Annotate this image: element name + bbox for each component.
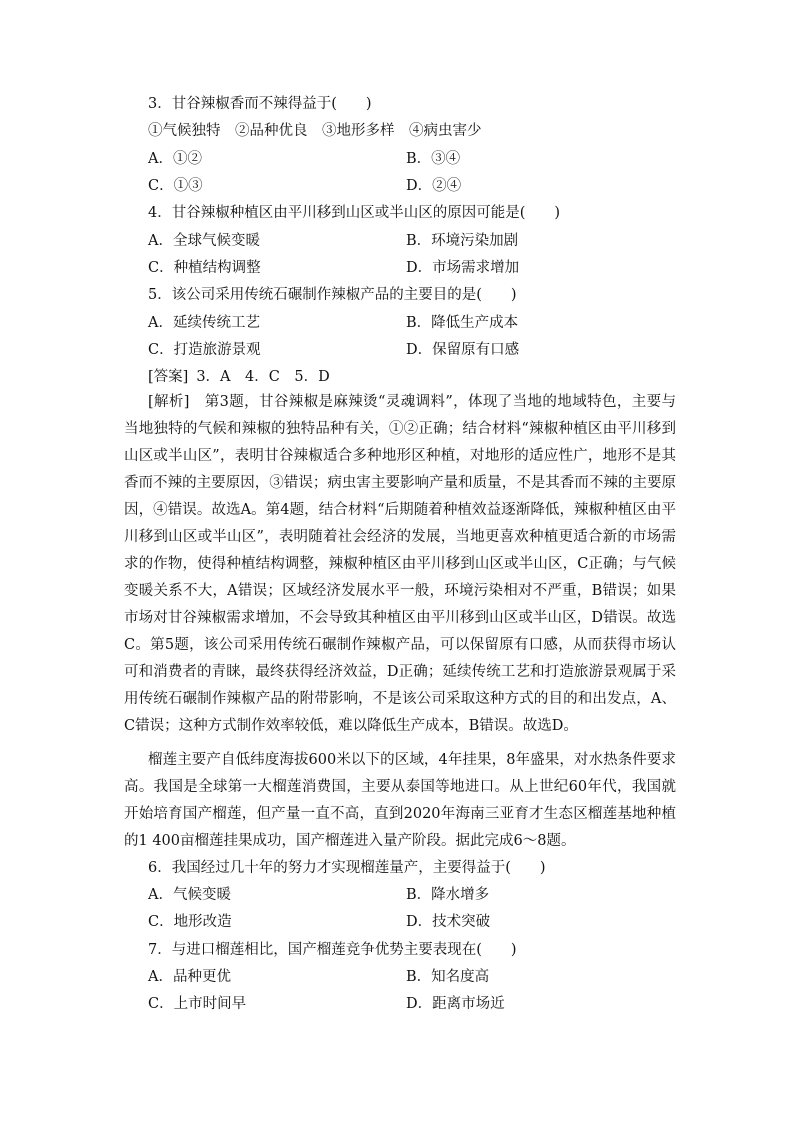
answer-tag: [答案]: [148, 369, 189, 385]
q4-option-a: A．全球气候变暖: [148, 233, 260, 249]
q6-option-c: C．地形改造: [148, 914, 232, 930]
q7-option-a: A．品种更优: [148, 969, 231, 985]
q7-option-b: B．知名度高: [406, 969, 490, 985]
q6-option-a: A．气候变暖: [148, 887, 231, 903]
q7-option-c: C．上市时间早: [148, 996, 247, 1012]
answer-line: [148, 367, 330, 387]
q4-option-b: B．环境污染加剧: [406, 233, 519, 249]
analysis-paragraph: [解析] 第3题，甘谷辣椒是麻辣烫“灵魂调料”，体现了当地的地域特色，主要与当地独特的气候和辣椒的独特品种有关，①②正确；结合材料“辣椒种植区由平川移到山区或半山区”，表明甘谷辣椒适合多种地形区种植，对地形的适应性广，地形不是其香而不辣的主要原因，③错误；病虫害主要影响产量和质量，不是其香而不辣的主要原因，④错误。故选A。第4题，结合材料“后期随着种植效益逐渐降低，辣椒种植区由平川移到山区或半山区”，表明随着社会经济的发展，当地更喜欢种植更适合新的市场需求的作物，使得种植结构调整，辣椒种植区由平川移到山区或半山区，C正确；与气候变暖关系不大，A错误；区域经济发展水平一般，环境污染相对不严重，B错误；如果市场对甘谷辣椒需求增加，不会导致其种植区由平川移到山区或半山区，D错误。故选C。第5题，该公司采用传统石碾制作辣椒产品，可以保留原有口感，从而获得市场认可和消费者的青睐，最终获得经济效益，D正确；延续传统工艺和打造旅游景观属于采用传统石碾制作辣椒产品的附带影响，不是该公司采取这种方式的目的和出发点，A、C错误；这种方式制作效率较低，难以降低生产成本，B错误。故选D。: [124, 394, 676, 734]
q5-option-d: D．保留原有口感: [406, 342, 520, 358]
answer-text: 3．A 4．C 5．D: [196, 369, 330, 385]
q4-option-d: D．市场需求增加: [406, 260, 520, 276]
q3-statements: ①气候独特 ②品种优良 ③地形多样 ④病虫害少: [148, 123, 482, 139]
q6-option-b: B．降水增多: [406, 887, 490, 903]
q7-option-d: D．距离市场近: [406, 996, 505, 1012]
q3-stem: 3．甘谷辣椒香而不辣得益于( ): [148, 96, 372, 112]
q3-option-a: A．①②: [148, 151, 202, 167]
q6-option-d: D．技术突破: [406, 914, 491, 930]
q7-stem: 7．与进口榴莲相比，国产榴莲竞争优势主要表现在( ): [148, 942, 517, 958]
q3-option-b: B．③④: [406, 151, 461, 167]
q3-option-c: C．①③: [148, 178, 203, 194]
q5-option-c: C．打造旅游景观: [148, 342, 261, 358]
q4-option-c: C．种植结构调整: [148, 260, 261, 276]
q5-option-b: B．降低生产成本: [406, 315, 519, 331]
q4-stem: 4．甘谷辣椒种植区由平川移到山区或半山区的原因可能是( ): [148, 205, 561, 221]
q6-stem: 6．我国经过几十年的努力才实现榴莲量产，主要得益于( ): [148, 860, 546, 876]
q5-stem: 5．该公司采用传统石碾制作辣椒产品的主要目的是( ): [148, 287, 517, 303]
q5-option-a: A．延续传统工艺: [148, 315, 260, 331]
material-paragraph: 榴莲主要产自低纬度海拔600米以下的区域，4年挂果，8年盛果，对水热条件要求高。我国是全球第一大榴莲消费国，主要从泰国等地进口。从上世纪60年代，我国就开始培育国产榴莲，但产量一直不高，直到2020年海南三亚育才生态区榴莲基地种植的1 400亩榴莲挂果成功，国产榴莲进入量产阶段。据此完成6～8题。: [124, 752, 676, 849]
q3-option-d: D．②④: [406, 178, 462, 194]
